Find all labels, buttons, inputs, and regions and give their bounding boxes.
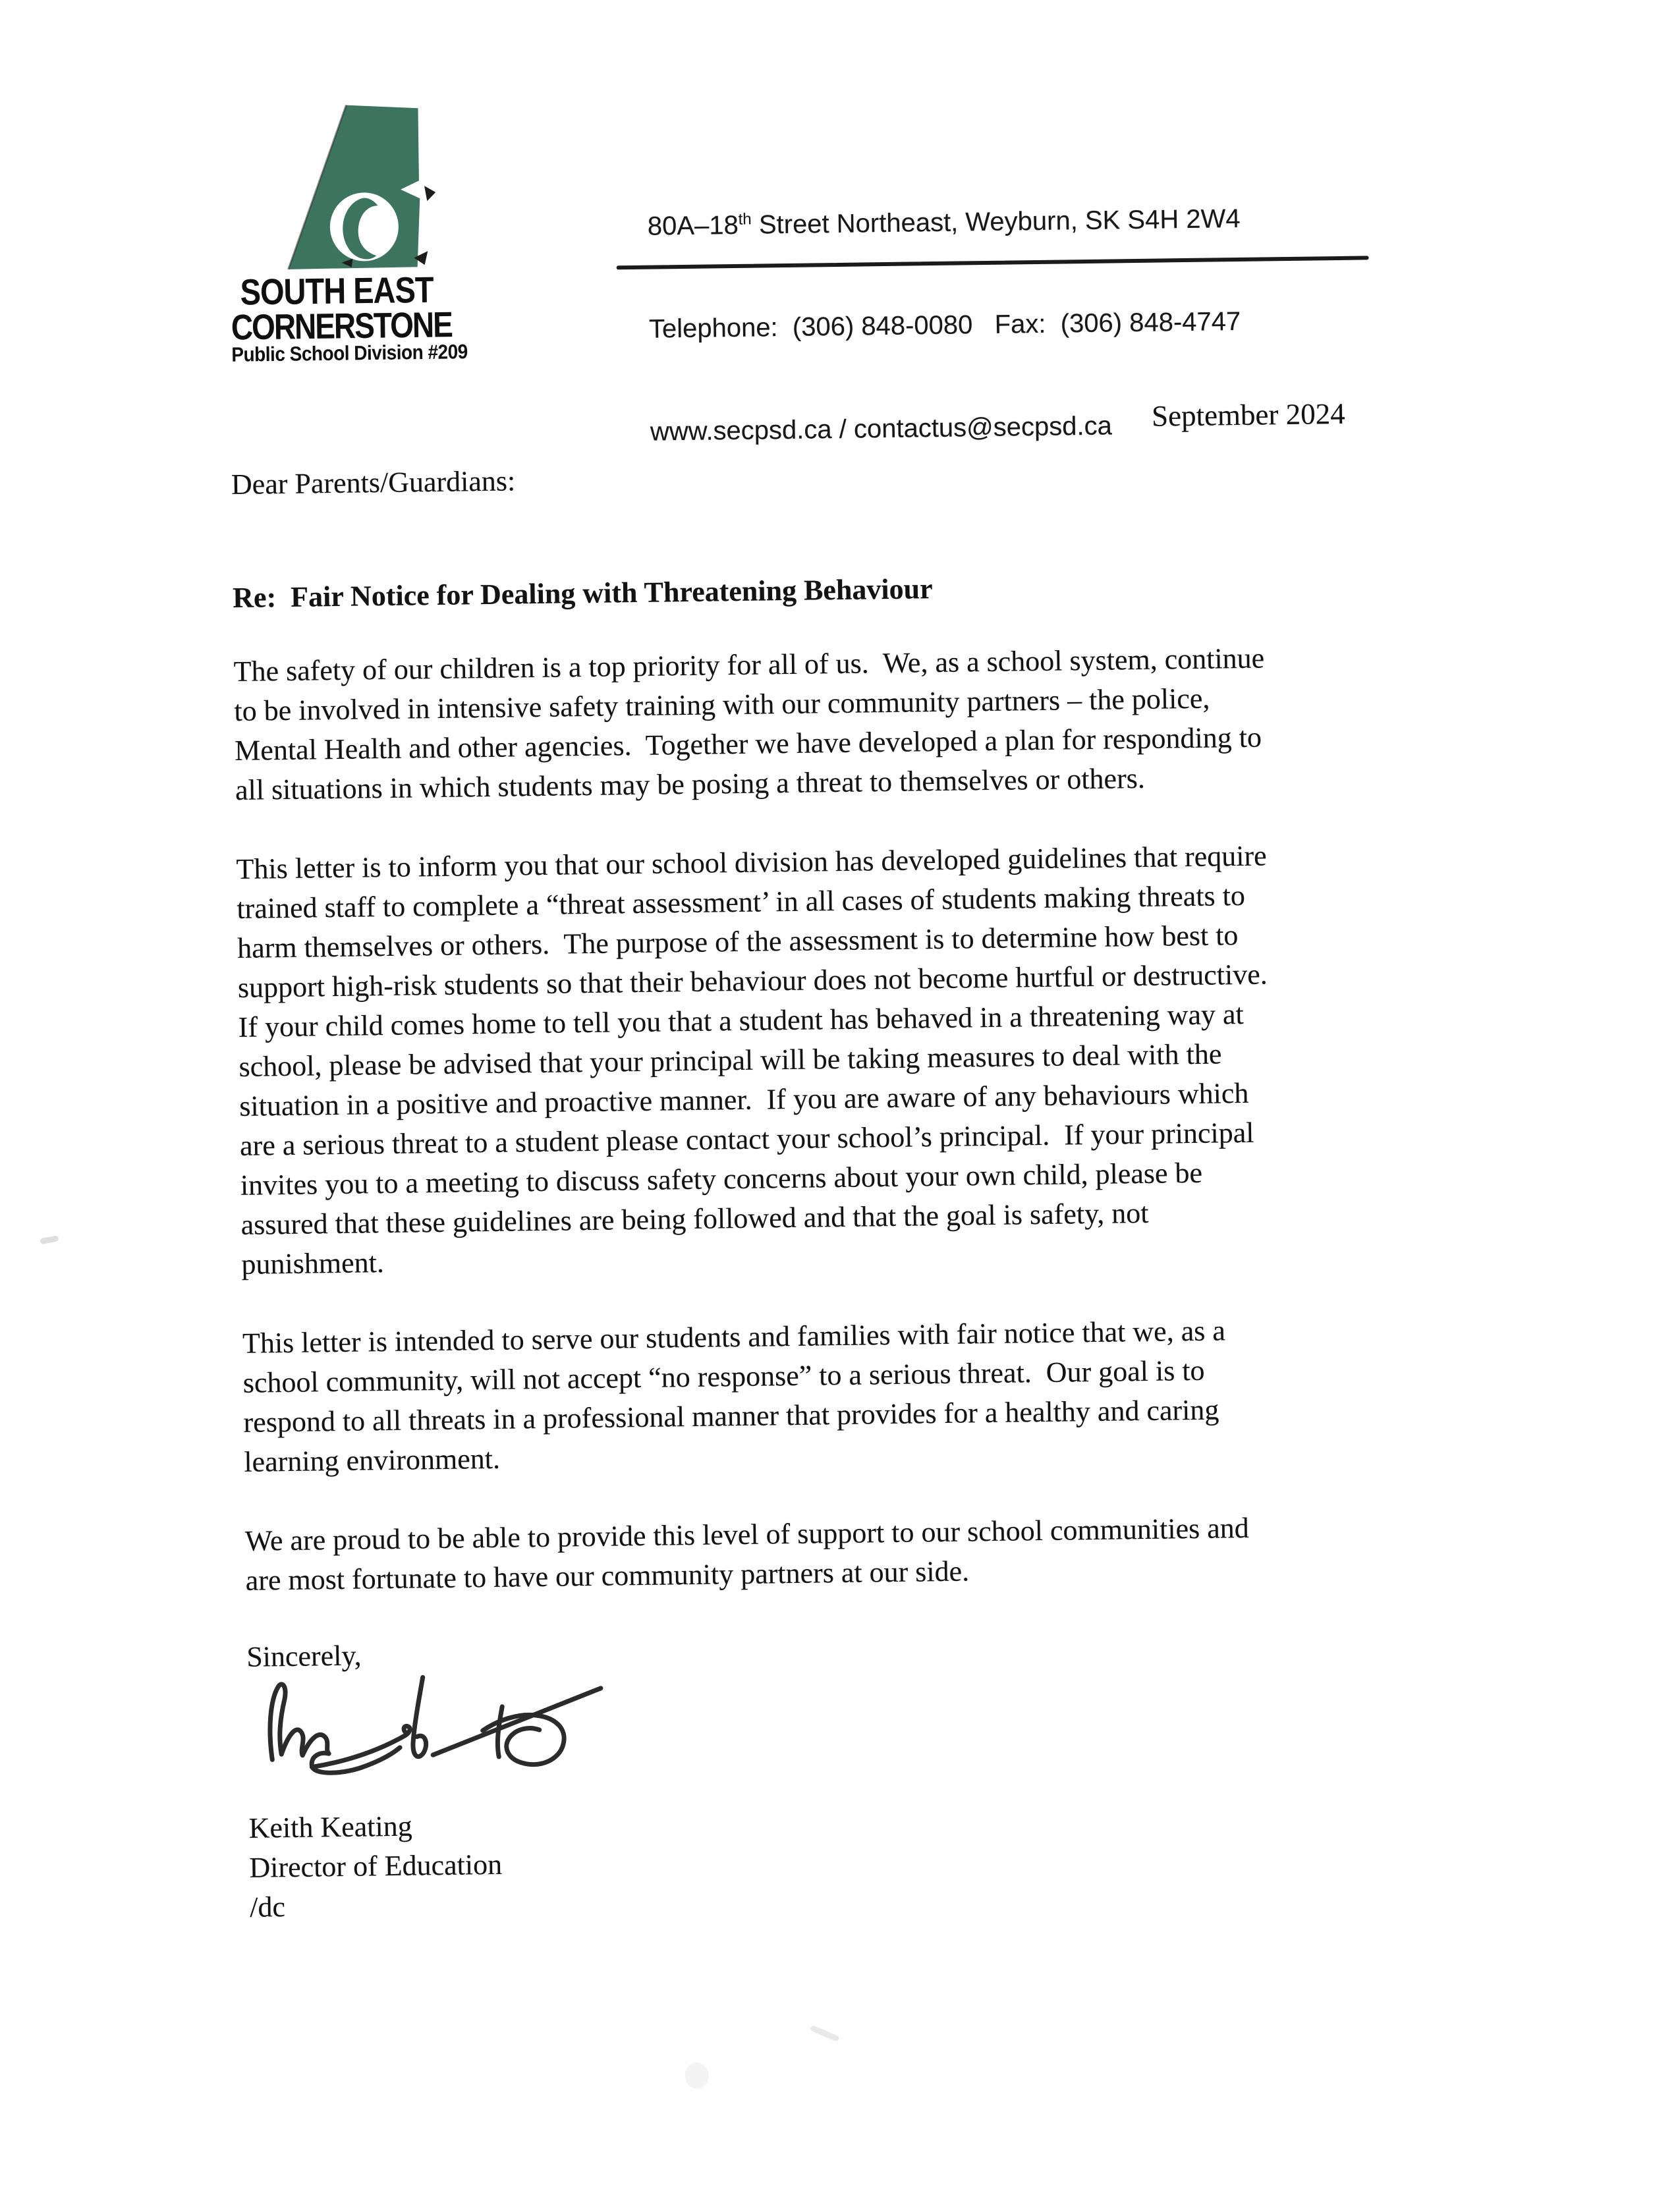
text-line: learning environment. <box>244 1442 501 1478</box>
text-line: trained staff to complete a “threat assessment’ in all cases of students making threats to <box>237 879 1246 925</box>
paragraph-2 <box>236 836 1272 1284</box>
signer-name: Keith Keating <box>248 1810 412 1844</box>
closing: Sincerely, <box>246 1639 362 1673</box>
phone-fax-line: Telephone: (306) 848-0080 Fax: (306) 848-4747 <box>648 306 1241 344</box>
text-line: are most fortunate to have our community partners at our side. <box>245 1555 970 1597</box>
website-email-line: www.secpsd.ca / contactus@secpsd.ca <box>650 411 1113 447</box>
text-line: This letter is to inform you that our school division has developed guidelines that require <box>236 839 1267 885</box>
text-line: school community, will not accept “no response” to a serious threat. Our goal is to <box>242 1354 1205 1399</box>
address-line <box>648 202 1241 244</box>
text-line: punishment. <box>241 1246 385 1281</box>
text-line: all situations in which students may be posing a threat to themselves or others. <box>235 761 1146 806</box>
text-line: This letter is intended to serve our students and families with fair notice that we, as a <box>242 1314 1226 1360</box>
text-line: school, please be advised that your principal will be taking measures to deal with the <box>238 1037 1222 1083</box>
cornerstone-logo-icon <box>283 101 438 273</box>
text-line: If your child comes home to tell you that a student has behaved in a threatening way at <box>238 997 1245 1043</box>
subject-line: Re: Fair Notice for Dealing with Threatening Behaviour <box>232 572 933 615</box>
district-name-line3: Public School Division #209 <box>231 340 468 366</box>
address-text-cont: Street Northeast, Weyburn, SK S4H 2W4 <box>751 204 1241 240</box>
district-wordmark <box>231 268 468 366</box>
text-line: to be involved in intensive safety training with our community partners – the police, <box>234 682 1210 727</box>
address-text: 80A–18 <box>647 210 739 241</box>
text-line: harm themselves or others. The purpose of the assessment is to determine how best to <box>237 919 1239 964</box>
text-line: are a serious threat to a student please contact your school’s principal. If your principal <box>239 1116 1254 1162</box>
signature-image <box>256 1664 627 1781</box>
ordinal-superscript: th <box>738 210 752 229</box>
district-name-line2: CORNERSTONE <box>231 304 453 348</box>
scan-artifact <box>40 1235 59 1244</box>
salutation: Dear Parents/Guardians: <box>231 464 516 501</box>
text-line: We are proud to be able to provide this level of support to our school communities and <box>244 1511 1250 1557</box>
scan-artifact <box>810 2025 840 2042</box>
text-line: respond to all threats in a professional manner that provides for a healthy and caring <box>243 1393 1219 1439</box>
text-line: support high-risk students so that their behaviour does not become hurtful or destructive. <box>237 958 1268 1004</box>
text-line: Mental Health and other agencies. Together we have developed a plan for responding to <box>234 721 1262 767</box>
signature-block <box>248 1806 503 1927</box>
district-name-line1: SOUTH EAST <box>240 268 434 313</box>
text-line: invites you to a meeting to discuss safety concerns about your own child, please be <box>240 1156 1203 1202</box>
date-line: September 2024 <box>1151 397 1346 433</box>
paragraph-1 <box>233 639 1266 810</box>
contact-block <box>646 133 1244 518</box>
paragraph-4 <box>245 1508 1250 1601</box>
scan-artifact <box>685 2062 709 2089</box>
typist-initials: /dc <box>249 1891 286 1923</box>
text-line: assured that these guidelines are being followed and that the goal is safety, not <box>240 1196 1149 1241</box>
text-line: The safety of our children is a top priority for all of us. We, as a school system, continue <box>233 642 1265 688</box>
text-line: situation in a positive and proactive manner. If you are aware of any behaviours which <box>238 1076 1249 1122</box>
signer-title: Director of Education <box>249 1848 503 1884</box>
paragraph-3 <box>242 1311 1227 1482</box>
